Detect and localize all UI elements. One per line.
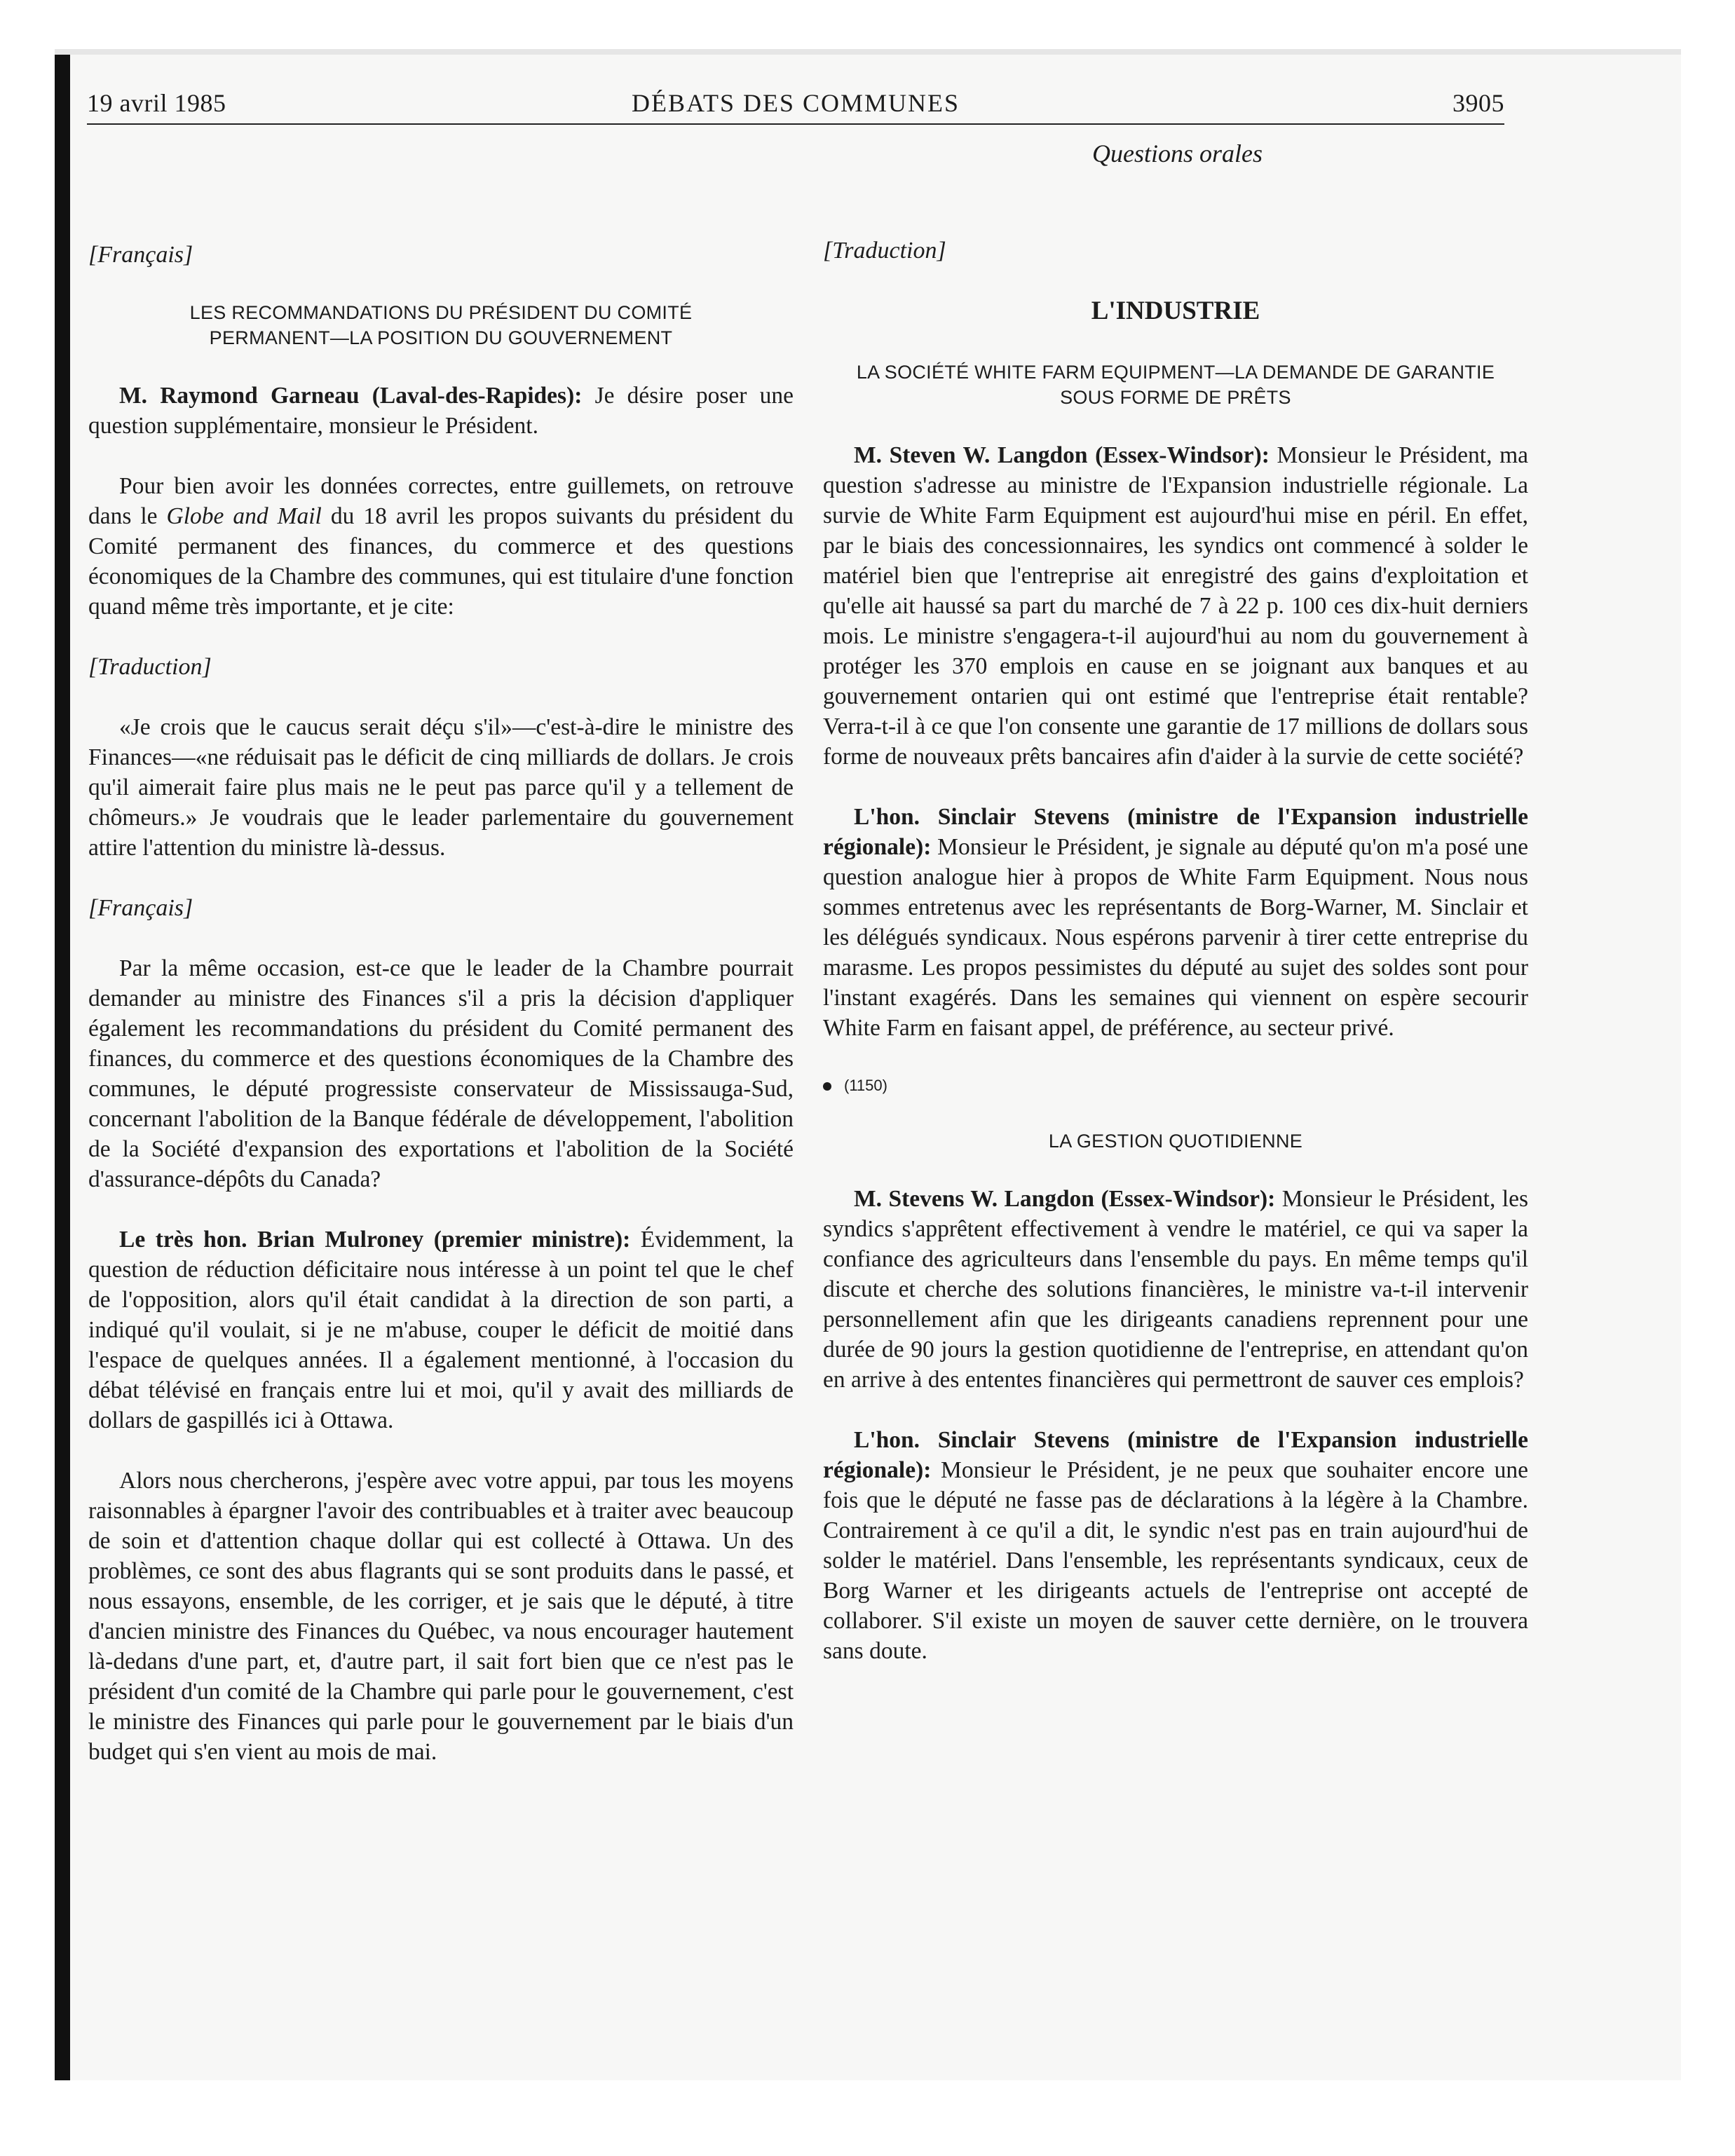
header-title: DÉBATS DES COMMUNES [631, 89, 960, 117]
speech-paragraph [823, 1425, 1528, 1666]
language-marker: [Français] [88, 242, 193, 268]
speech-text: Monsieur le Président, je signale au député qu'on m'a posé une question analogue hier à propos de White Farm Equipment. Nous nous sommes entretenus avec les représentants de Borg-Warner, M. Sinclair et les délégués syndicaux. Nous espérons parvenir à tirer cette entreprise du marasme. Les propos pessimistes du député au sujet des soldes sont pour l'instant exagérés. Dans les semaines qui viennent on espère secourir White Farm en faisant appel, de préférence, au secteur privé. [823, 834, 1528, 1041]
speech-paragraph [88, 381, 794, 441]
speech-paragraph: «Je crois que le caucus serait déçu s'il»—c'est-à-dire le ministre des Finances—«ne réduisait pas le déficit de cinq milliards de dollars. Je crois qu'il aimerait faire plus mais ne le peut pas parce qu'il y a tellement de chômeurs.» Je voudrais que le leader parlementaire du gouvernement attire l'attention du ministre là-dessus. [88, 714, 794, 861]
language-marker: [Traduction] [823, 238, 946, 264]
speaker-name: M. Steven W. Langdon (Essex-Windsor): [854, 442, 1270, 468]
speech-text: Monsieur le Président, je ne peux que souhaiter encore une fois que le député ne fasse pas de déclarations à la légère à la Chambre. Contrairement à ce qu'il a dit, le syndic n'est pas en train aujourd'hui de solder le matériel. Dans l'ensemble, les représentants syndicaux, ceux de Borg Warner et les dirigeants actuels de l'entreprise ont accepté de collaborer. S'il existe un moyen de sauver cette dernière, on le trouvera sans doute. [823, 1457, 1528, 1664]
running-section-title: Questions orales [1092, 139, 1263, 168]
running-header [87, 88, 1504, 125]
language-marker: [Traduction] [88, 654, 212, 680]
speech-paragraph: Par la même occasion, est-ce que le leader de la Chambre pourrait demander au ministre des Finances s'il a pris la décision d'appliquer également les recommandations du président du Comité permanent des finances, du commerce et des questions économiques de la Chambre des communes, le député progressiste conservateur de Mississauga-Sud, concernant l'abolition de la Banque fédérale de développement, l'abolition de la Société d'expansion des exportations et l'abolition de la Société d'assurance-dépôts du Canada? [88, 955, 794, 1192]
bullet-icon [823, 1082, 831, 1091]
speech-paragraph [88, 471, 794, 622]
page-number: 3905 [1452, 89, 1504, 117]
speech-text: Évidemment, la question de réduction déficitaire nous intéresse à un point tel que le chef de l'opposition, alors qu'il était candidat à la direction de son parti, a indiqué qu'il voulait, si je ne m'abuse, couper le déficit de moitié dans l'espace de quelques années. Il a également mentionné, à l'occasion du débat télévisé en français entre lui et moi, qu'il y avait des milliards de dollars de gaspillés ici à Ottawa. [88, 1227, 794, 1433]
speech-paragraph: Alors nous chercherons, j'espère avec votre appui, par tous les moyens raisonnables à épargner l'avoir des contribuables et à traiter avec beaucoup de soin et d'attention chaque dollar qui est collecté à Ottawa. Un des problèmes, ce sont des abus flagrants qui se sont produits dans le passé, et nous essayons, ensemble, de les corriger, et je sais que le député, à titre d'ancien ministre des Finances du Québec, va nous encourager hautement là-dedans d'une part, et, d'autre part, il sait fort bien que ce n'est pas le président d'un comité de la Chambre qui parle pour le gouvernement, c'est le ministre des Finances qui parle pour le gouvernement par le biais d'un budget qui s'en vient au mois de mai. [88, 1468, 794, 1765]
speech-paragraph [823, 802, 1528, 1043]
scan-binding-edge [55, 55, 70, 2080]
speaker-name: M. Raymond Garneau (Laval-des-Rapides): [119, 383, 583, 409]
speech-text: Je désire poser une question supplémentaire, monsieur le Président. [88, 383, 794, 439]
speech-text: Monsieur le Président, les syndics s'apprêtent effectivement à vendre le matériel, ce qui va saper la confiance des agriculteurs dans l'ensemble du pays. En même temps qu'il discute et cherche des solutions financières, le ministre va-t-il intervenir personnellement afin que les dirigeants canadiens reprennent pour une durée de 90 jours la gestion quotidienne de l'entreprise, en attendant qu'on en arrive à des ententes financières qui permettront de sauver ces emplois? [823, 1186, 1528, 1393]
speech-paragraph [88, 1224, 794, 1435]
language-marker: [Français] [88, 895, 193, 921]
speech-paragraph [823, 440, 1528, 772]
speaker-name: L'hon. Sinclair Stevens (ministre de l'Expansion industrielle régionale): [823, 1427, 1528, 1483]
speech-paragraph [823, 1184, 1528, 1395]
speech-text: Monsieur le Président, ma question s'adresse au ministre de l'Expansion industrielle régionale. La survie de White Farm Equipment est aujourd'hui mise en péril. En effet, par le biais des concessionnaires, les syndics ont commencé à solder le matériel bien que l'entreprise ait enregistré des gains d'exploitation et qu'elle ait haussé sa part du marché de 7 à 22 p. 100 ces dix-huit derniers mois. Le ministre s'engagera-t-il aujourd'hui au nom du gouvernement à protéger les 370 emplois en cause en se joignant aux banques et au gouvernement ontarien qui ont estimé que l'entreprise était rentable? Verra-t-il à ce que l'on consente une garantie de 17 millions de dollars sous forme de nouveaux prêts bancaires afin d'aider à la survie de cette société? [823, 442, 1528, 770]
right-column [823, 167, 1528, 1696]
speaker-name: Le très hon. Brian Mulroney (premier ministre): [119, 1227, 631, 1253]
section-subheading: LA SOCIÉTÉ WHITE FARM EQUIPMENT—LA DEMANDE DE GARANTIE SOUS FORME DE PRÊTS [856, 362, 1495, 408]
timestamp [823, 1073, 1528, 1098]
header-date: 19 avril 1985 [87, 89, 226, 117]
timestamp-text: (1150) [844, 1077, 887, 1094]
section-subheading: LA GESTION QUOTIDIENNE [1048, 1131, 1303, 1152]
left-column [88, 167, 794, 1797]
section-subheading: LES RECOMMANDATIONS DU PRÉSIDENT DU COMITÉ PERMANENT—LA POSITION DU GOUVERNEMENT [189, 302, 693, 348]
newspaper-title: Globe and Mail [166, 503, 322, 529]
scan-margin [0, 0, 55, 2156]
speaker-name: M. Stevens W. Langdon (Essex-Windsor): [854, 1186, 1276, 1212]
speech-text: Pour bien avoir les données correctes, entre guillemets, on retrouve dans le [88, 473, 794, 529]
speaker-name: L'hon. Sinclair Stevens (ministre de l'Expansion industrielle régionale): [823, 804, 1528, 860]
section-heading: L'INDUSTRIE [1091, 296, 1260, 325]
speech-text: du 18 avril les propos suivants du président du Comité permanent des finances, du commerce et des questions économiques de la Chambre des communes, qui est titulaire d'une fonction quand même très importante, et je cite: [88, 503, 794, 620]
